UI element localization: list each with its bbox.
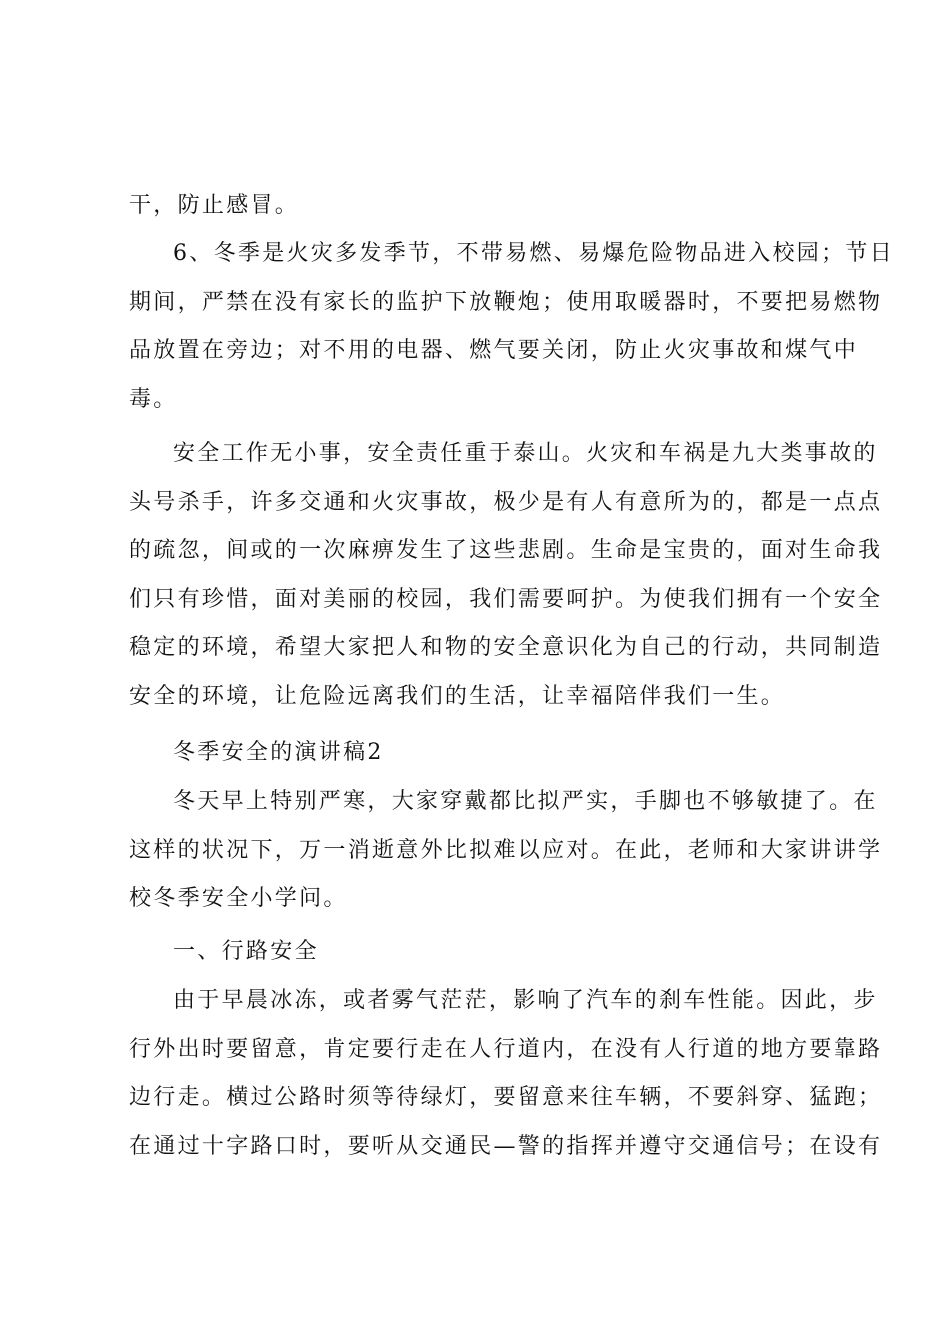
- text-line: 6、冬季是火灾多发季节，不带易燃、易爆危险物品进入校园；节日: [173, 241, 894, 266]
- paragraph-road-safety: [129, 977, 883, 1171]
- text-line: 这样的状况下，万一消逝意外比拟难以应对。在此，老师和大家讲讲学: [129, 837, 883, 863]
- subheading-road-safety: [129, 928, 831, 977]
- text-line: 边行走。横过公路时须等待绿灯，要留意来往车辆，不要斜穿、猛跑；: [129, 1085, 883, 1111]
- paragraph-prevention-tail: [129, 182, 831, 231]
- section-title: 冬季安全的演讲稿2: [173, 740, 384, 765]
- paragraph-safety-work: [129, 430, 883, 722]
- text-line: 品放置在旁边；对不用的电器、燃气要关闭，防止火灾事故和煤气中: [129, 338, 859, 364]
- text-line: 期间，严禁在没有家长的监护下放鞭炮；使用取暖器时，不要把易燃物: [129, 289, 883, 315]
- text-line: 在通过十字路口时，要听从交通民—警的指挥并遵守交通信号；在设有: [129, 1133, 883, 1159]
- text-line: 干，防止感冒。: [129, 193, 300, 218]
- text-line: 安全的环境，让危险远离我们的生活，让幸福陪伴我们一生。: [129, 683, 786, 709]
- subsection-title: 一、行路安全: [173, 939, 319, 964]
- paragraph-item-6: [129, 230, 894, 424]
- text-line: 稳定的环境，希望大家把人和物的安全意识化为自己的行动，共同制造: [129, 635, 883, 661]
- text-line: 的疏忽，间或的一次麻痹发生了这些悲剧。生命是宝贵的，面对生命我: [129, 538, 883, 564]
- text-line: 们只有珍惜，面对美丽的校园，我们需要呵护。为使我们拥有一个安全: [129, 586, 883, 612]
- paragraph-winter-morning: [129, 778, 883, 924]
- text-line: 由于早晨冰冻，或者雾气茫茫，影响了汽车的刹车性能。因此，步: [173, 988, 878, 1013]
- text-line: 冬天早上特别严寒，大家穿戴都比拟严实，手脚也不够敏捷了。在: [173, 789, 878, 814]
- text-line: 行外出时要留意，肯定要行走在人行道内，在没有人行道的地方要靠路: [129, 1036, 883, 1062]
- section-heading-speech-2: [129, 729, 831, 778]
- text-line: 毒。: [129, 386, 178, 412]
- text-line: 校冬季安全小学问。: [129, 886, 348, 912]
- text-line: 安全工作无小事，安全责任重于泰山。火灾和车祸是九大类事故的: [173, 441, 878, 466]
- text-line: 头号杀手，许多交通和火灾事故，极少是有人有意所为的，都是一点点: [129, 489, 883, 515]
